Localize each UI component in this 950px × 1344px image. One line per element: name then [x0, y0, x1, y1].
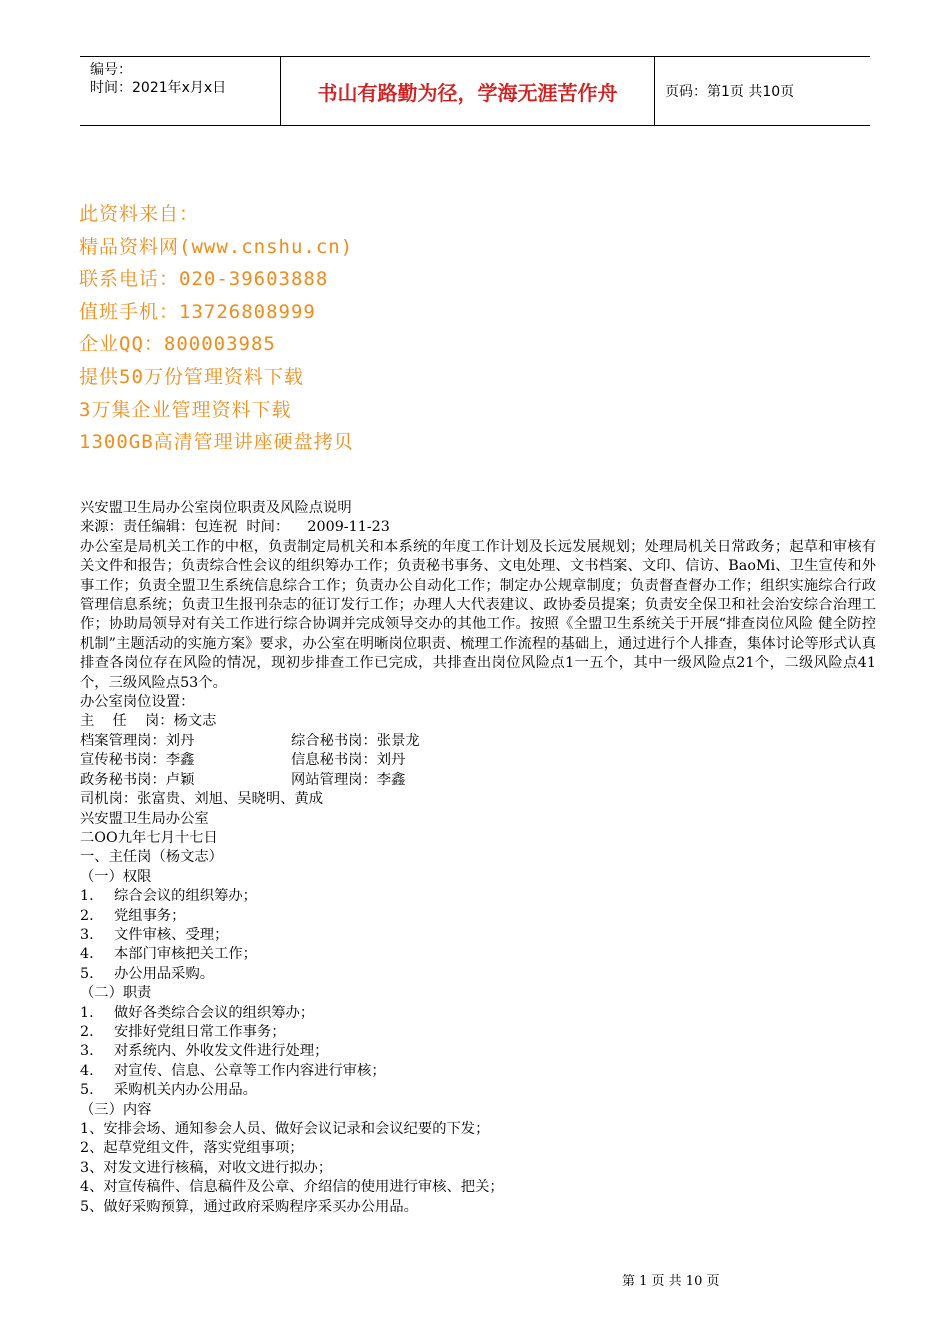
content-item: 4、对宣传稿件、信息稿件及公章、介绍信的使用进行审核、把关；: [80, 1179, 504, 1196]
promo-line: 精品资料网(www.cnshu.cn): [79, 235, 354, 258]
list-item: 2. 党组事务；: [80, 907, 186, 924]
content-item: 1、安排会场、通知参会人员、做好会议记录和会议纪要的下发；: [80, 1121, 490, 1137]
staff-cell: 综合秘书岗：张景龙: [291, 732, 420, 749]
promo-block: [79, 198, 354, 459]
content-item: 2、起草党组文件，落实党组事项；: [80, 1140, 304, 1157]
list-item: 5. 办公用品采购。: [80, 965, 215, 982]
header-page-info: 页码：第1页 共10页: [665, 84, 795, 100]
document-body: [80, 499, 876, 1217]
page-header: [80, 56, 870, 126]
drivers: 司机岗：张富贵、刘旭、吴晓明、黄成: [80, 791, 324, 808]
doc-source: 来源：责任编辑：包连祝 时间： 2009-11-23: [80, 519, 390, 536]
doc-title: 兴安盟卫生局办公室岗位职责及风险点说明: [80, 500, 352, 516]
staff-row: [80, 732, 876, 751]
promo-line: 值班手机：13726808999: [79, 300, 316, 323]
promo-line: 此资料来自：: [79, 203, 200, 225]
list-item: 1. 做好各类综合会议的组织筹办；: [80, 1004, 315, 1021]
staff-cell: 宣传秘书岗：李鑫: [80, 752, 195, 769]
staff-cell: 档案管理岗：刘丹: [80, 732, 195, 749]
promo-line: 联系电话：020-39603888: [79, 268, 329, 291]
content-item: 3、对发文进行核稿，对收文进行拟办；: [80, 1159, 333, 1176]
list-item: 3. 对系统内、外收发文件进行处理；: [80, 1043, 329, 1060]
list-item: 3. 文件审核、受理；: [80, 926, 229, 943]
director-position: 主 任 岗：杨文志: [80, 713, 217, 730]
content-item: 5、做好采购预算，通过政府采购程序采买办公用品。: [80, 1198, 418, 1215]
page-footer: 第 1 页 共 10 页: [622, 1274, 720, 1289]
promo-line: 3万集企业管理资料下载: [79, 398, 292, 421]
authority-heading: （一）权限: [80, 868, 152, 885]
list-item: 4. 对宣传、信息、公章等工作内容进行审核；: [80, 1062, 386, 1079]
list-item: 1. 综合会议的组织筹办；: [80, 888, 257, 905]
authority-list: [80, 887, 876, 984]
staff-cell: 政务秘书岗：卢颖: [80, 771, 195, 788]
promo-line: 1300GB高清管理讲座硬盘拷贝: [79, 431, 354, 454]
list-item: 5. 采购机关内办公用品。: [80, 1082, 257, 1099]
section-heading: 一、主任岗（杨文志）: [80, 849, 223, 866]
promo-line: 提供50万份管理资料下载: [79, 365, 304, 388]
duty-list: [80, 1004, 876, 1101]
list-item: 2. 安排好党组日常工作事务；: [80, 1023, 286, 1040]
staff-cell: 信息秘书岗：刘丹: [291, 752, 406, 769]
header-meta: [80, 57, 281, 125]
number-label: 编号：: [90, 62, 132, 78]
staff-row: [80, 771, 876, 790]
header-motto: 书山有路勤为径，学海无涯苦作舟: [281, 57, 655, 125]
time-label: 时间：2021年x月x日: [90, 80, 227, 96]
doc-date: 二OO九年七月十七日: [80, 829, 218, 846]
positions-heading: 办公室岗位设置：: [80, 694, 195, 711]
duty-heading: （二）职责: [80, 985, 152, 1002]
doc-intro: 办公室是局机关工作的中枢，负责制定局机关和本系统的年度工作计划及长远发展规划；处理局机关日常政务；起草和审核有关文件和报告；负责综合性会议的组织筹办工作；负责秘书事务、文电处理、文书档案、文印、信访、BaoMi、卫生宣传和外事工作；负责全盟卫生系统信息综合工作；负责办公自动化工作；制定办公规章制度；负责督查督办工作；组织实施综合行政管理信息系统；负责卫生报刊杂志的征订发行工作；办理人大代表建议、政协委员提案；负责安全保卫和社会治安综合治理工作；协助局领导对有关工作进行综合协调并完成领导交办的其他工作。按照《全盟卫生系统关于开展“排查岗位风险 健全防控机制”主题活动的实施方案》要求，办公室在明晰岗位职责、梳理工作流程的基础上，通过进行个人排查，集体讨论等形式认真排查各岗位存在风险的情况，现初步排查工作已完成，共排查出岗位风险点1一五个，其中一级风险点21个，二级风险点41个，三级风险点53个。: [80, 538, 876, 691]
promo-line: 企业QQ：800003985: [79, 333, 276, 356]
staff-row: [80, 751, 876, 770]
list-item: 4. 本部门审核把关工作；: [80, 946, 257, 963]
content-heading: （三）内容: [80, 1101, 152, 1118]
staff-cell: 网站管理岗：李鑫: [291, 771, 406, 788]
org-name: 兴安盟卫生局办公室: [80, 810, 209, 827]
